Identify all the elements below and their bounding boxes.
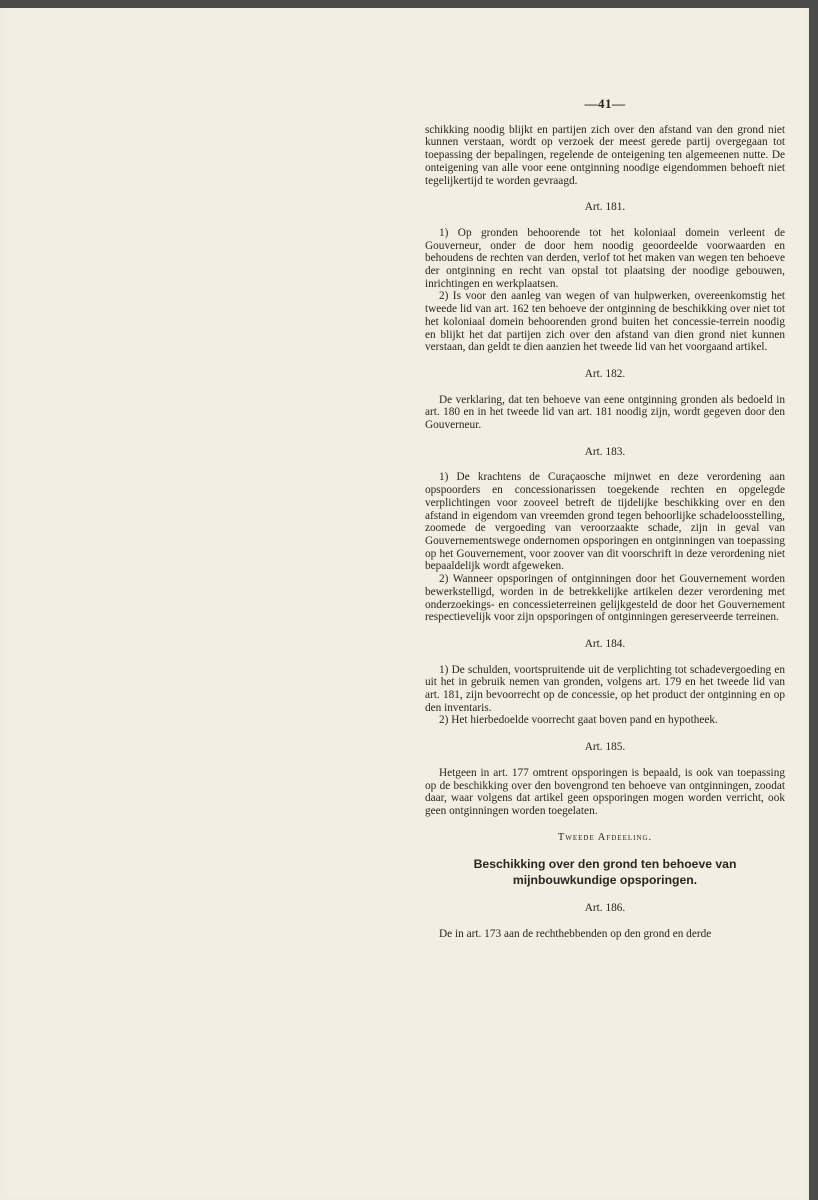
page-number: —41— [584, 96, 626, 111]
article-184-title: Art. 184. [584, 637, 626, 650]
article-186-title: Art. 186. [584, 902, 626, 915]
article-183-para-1: 1) De krachtens de Curaçaosche mijnwet en deze verordening aan opspoorders en concessionarissen toegekende rechten en opgelegde verplichtingen voor zooveel betreft de tijdelijke beschikking over en den afstand in eigendom van vreemden grond tegen behoorlijke schadeloosstelling, zoomede de vergoeding van veroorzaakte schade, zijn in geval van Gouvernementswege ondernomen opsporingen en ontginningen van toepassing op het Gouvernement, voor zoover van dit voorschrift in deze verordening niet bepaaldelijk wordt afgeweken. [425, 471, 785, 573]
article-184-para-1: 1) De schulden, voortspruitende uit de verplichting tot schadevergoeding en uit het in gebruik nemen van gronden, volgens art. 179 en het tweede lid van art. 181, zijn bevoorrecht op de concessie, op het product der ontginning en op den inventaris. [425, 663, 785, 714]
article-186-para-1: De in art. 173 aan de rechthebbenden op den grond en derde [439, 928, 712, 941]
article-183-para-2: 2) Wanneer opsporingen of ontginningen door het Gouvernement worden bewerkstelligd, worden in de betrekkelijke artikelen dezer verordening met onderzoekings- en concessieterreinen gelijkgesteld de door het Gouvernement respectievelijk voor zijn opsporingen of ontginningen gereserveerde terreinen. [425, 573, 785, 624]
article-182-title: Art. 182. [584, 367, 626, 380]
intro-paragraph: schikking noodig blijkt en partijen zich over den afstand van den grond niet kunnen verstaan, wordt op verzoek der meest gerede partij overgegaan tot toepassing der bepalingen, regelende de onteigening ten algemeenen nutte. De onteigening van alle voor eene ontginning noodige eigendommen behoeft niet tegelijkertijd te worden gevraagd. [425, 123, 785, 187]
article-184-para-2: 2) Het hierbedoelde voorrecht gaat boven pand en hypotheek. [439, 714, 718, 727]
article-181-para-2: 2) Is voor den aanleg van wegen of van hulpwerken, overeenkomstig het tweede lid van art. 162 ten behoeve der ontginning de beschikking over niet tot het koloniaal domein behoorenden grond buiten het concessie-terrein noodig en blijkt het dat partijen zich over den afstand van dien grond niet kunnen verstaan, dan geldt te dien aanzien het tweede lid van het voorgaand artikel. [425, 290, 785, 354]
article-185-title: Art. 185. [584, 741, 626, 754]
article-185-para-1: Hetgeen in art. 177 omtrent opsporingen is bepaald, is ook van toepassing op de beschikking over den bovengrond ten behoeve van ontginningen, zoodat daar, waar volgens dat artikel geen opsporingen mogen worden verricht, ook geen ontginningen worden toegelaten. [425, 766, 785, 817]
article-181-para-1: 1) Op gronden behoorende tot het koloniaal domein verleent de Gouverneur, onder de door hem noodig geoordeelde voorwaarden en behoudens de rechten van derden, verlof tot het maken van wegen ten behoeve der ontginning en recht van opstal tot plaatsing der noodige gebouwen, inrichtingen en werkplaatsen. [425, 226, 785, 290]
section-heading: Beschikking over den grond ten behoeve van mijnbouwkundige opsporingen. [473, 857, 737, 888]
article-181-title: Art. 181. [584, 201, 626, 214]
article-182-para-1: De verklaring, dat ten behoeve van eene ontginning gronden als bedoeld in art. 180 en in het tweede lid van art. 181 noodig zijn, wordt gegeven door den Gouverneur. [425, 393, 785, 432]
article-183-title: Art. 183. [584, 445, 626, 458]
text-column [425, 98, 785, 941]
section-title: Tweede Afdeeling. [557, 831, 653, 843]
